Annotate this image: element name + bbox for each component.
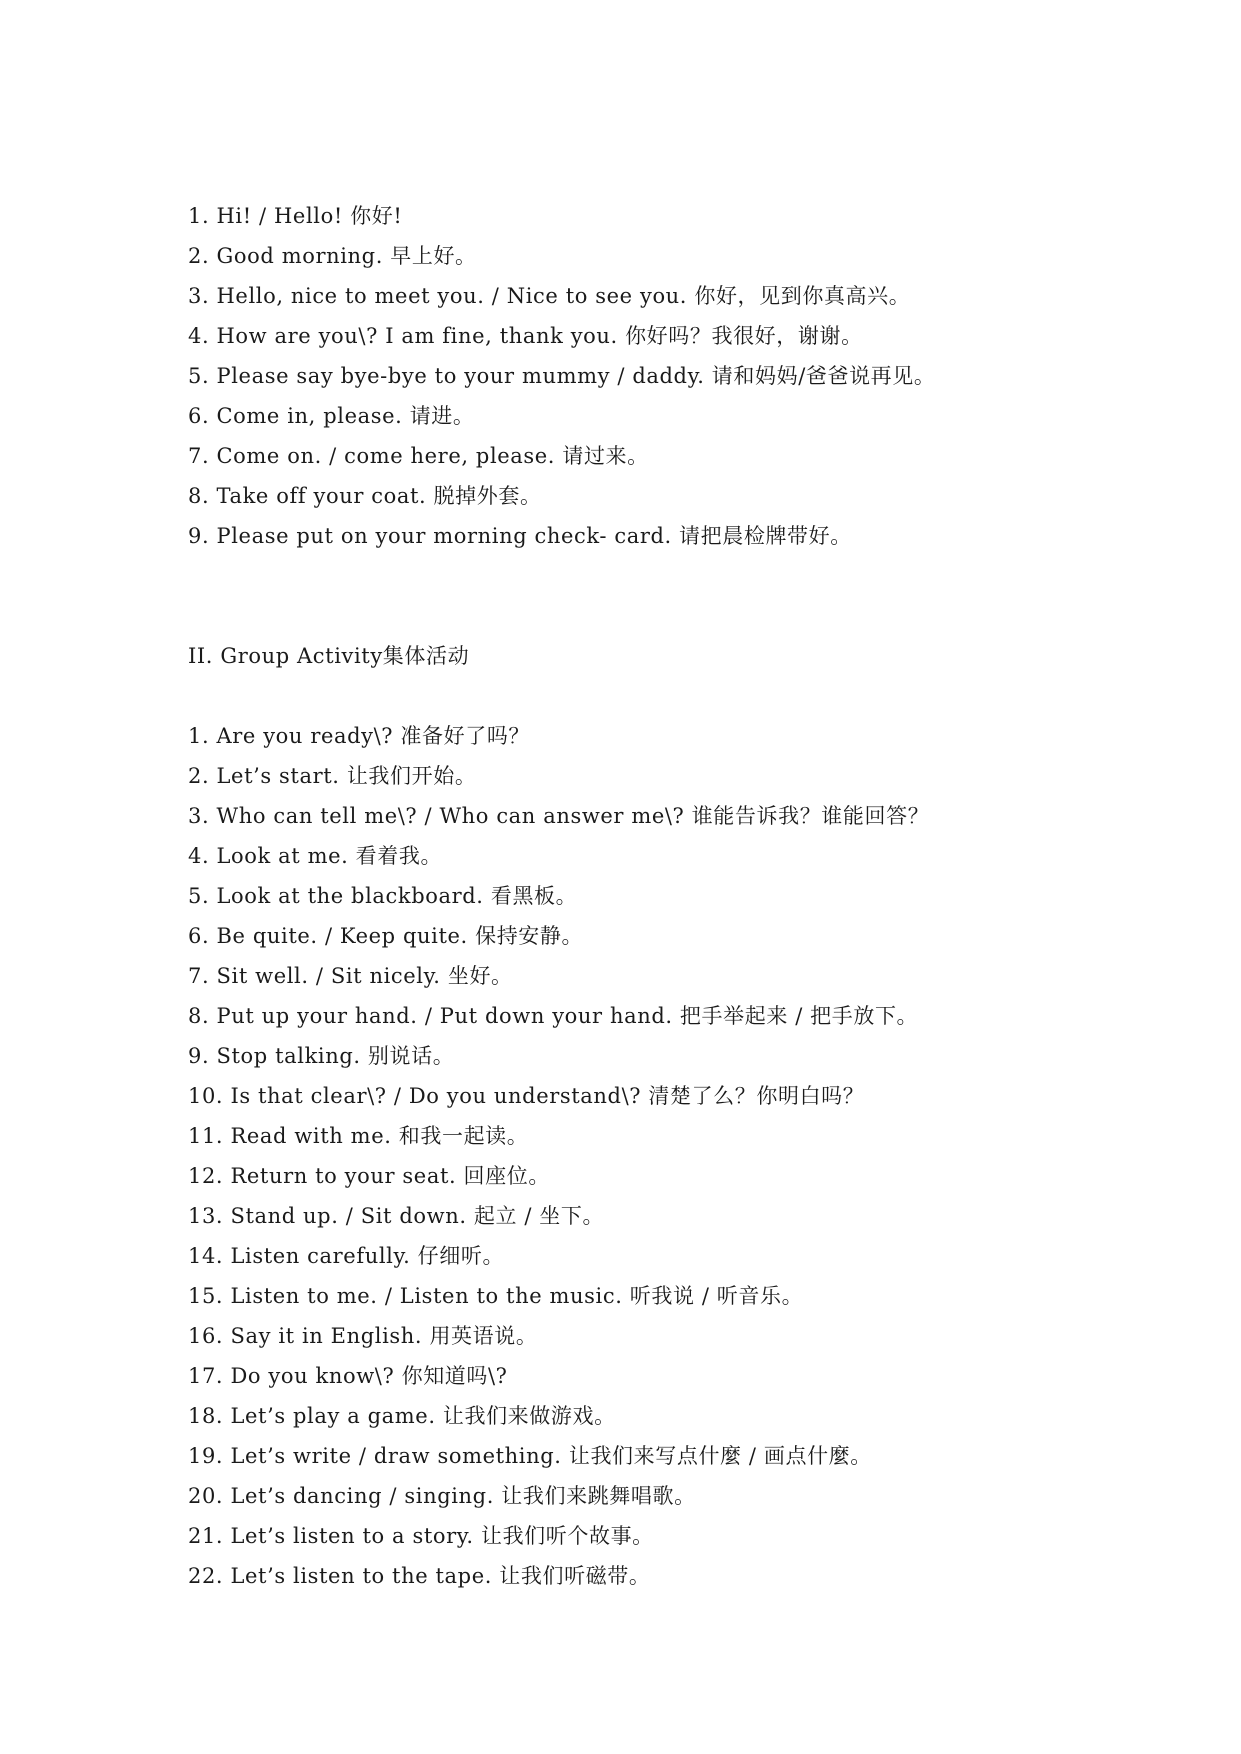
list-item: 8. Put up your hand. / Put down your hand. 把手举起来 / 把手放下。 — [188, 1004, 919, 1028]
list-item: 4. How are you\? I am fine, thank you. 你好吗？我很好，谢谢。 — [188, 324, 863, 348]
list-item: 20. Let’s dancing / singing. 让我们来跳舞唱歌。 — [188, 1484, 696, 1508]
heading-spacer — [188, 676, 1148, 716]
list-item: 6. Come in, please. 请进。 — [188, 404, 475, 428]
list-item: 9. Please put on your morning check- card. 请把晨检牌带好。 — [188, 524, 852, 548]
list-item: 10. Is that clear\? / Do you understand\? 清楚了么？你明白吗？ — [188, 1084, 865, 1108]
document-page — [188, 196, 1148, 1596]
list-item: 12. Return to your seat. 回座位。 — [188, 1164, 550, 1188]
list-item: 22. Let’s listen to the tape. 让我们听磁带。 — [188, 1564, 651, 1588]
list-item: 6. Be quite. / Keep quite. 保持安静。 — [188, 924, 584, 948]
section-heading: II. Group Activity集体活动 — [188, 644, 470, 668]
list-item: 5. Please say bye-bye to your mummy / daddy. 请和妈妈/爸爸说再见。 — [188, 364, 936, 388]
list-item: 15. Listen to me. / Listen to the music. 听我说 / 听音乐。 — [188, 1284, 804, 1308]
list-item: 1. Hi! / Hello! 你好! — [188, 204, 403, 228]
list-item: 17. Do you know\? 你知道吗\? — [188, 1364, 508, 1388]
section-spacer — [188, 556, 1148, 636]
list-item: 2. Good morning. 早上好。 — [188, 244, 477, 268]
list-item: 13. Stand up. / Sit down. 起立 / 坐下。 — [188, 1204, 605, 1228]
list-item: 3. Who can tell me\? / Who can answer me\? 谁能告诉我？谁能回答？ — [188, 804, 930, 828]
list-item: 7. Sit well. / Sit nicely. 坐好。 — [188, 964, 513, 988]
group-activity-list — [188, 716, 1148, 1596]
list-item: 3. Hello, nice to meet you. / Nice to see you. 你好，见到你真高兴。 — [188, 284, 911, 308]
list-item: 18. Let’s play a game. 让我们来做游戏。 — [188, 1404, 616, 1428]
list-item: 2. Let’s start. 让我们开始。 — [188, 764, 477, 788]
list-item: 19. Let’s write / draw something. 让我们来写点什麼 / 画点什麼。 — [188, 1444, 872, 1468]
list-item: 21. Let’s listen to a story. 让我们听个故事。 — [188, 1524, 654, 1548]
list-item: 4. Look at me. 看着我。 — [188, 844, 443, 868]
list-item: 14. Listen carefully. 仔细听。 — [188, 1244, 505, 1268]
list-item: 8. Take off your coat. 脱掉外套。 — [188, 484, 542, 508]
list-item: 7. Come on. / come here, please. 请过来。 — [188, 444, 649, 468]
list-item: 1. Are you ready\? 准备好了吗？ — [188, 724, 531, 748]
list-item: 5. Look at the blackboard. 看黑板。 — [188, 884, 578, 908]
greetings-list — [188, 196, 1148, 556]
list-item: 11. Read with me. 和我一起读。 — [188, 1124, 529, 1148]
list-item: 9. Stop talking. 别说话。 — [188, 1044, 455, 1068]
list-item: 16. Say it in English. 用英语说。 — [188, 1324, 538, 1348]
